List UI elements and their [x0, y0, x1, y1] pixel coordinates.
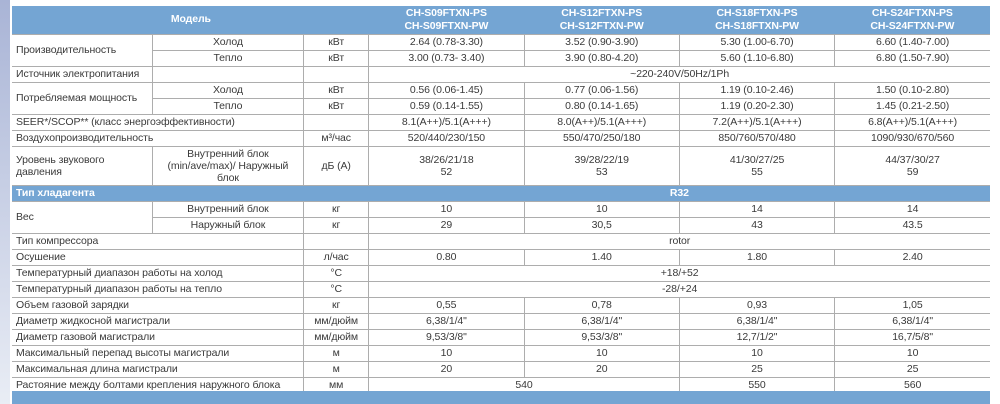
spec-value: 2.64 (0.78-3.30) [369, 34, 524, 50]
spec-unit: мм/дюйм [304, 313, 369, 329]
spec-unit-empty [304, 66, 369, 82]
spec-value: 8.1(A++)/5.1(A+++) [369, 114, 524, 130]
model-name-pw: CH-S18FTXN-PW [715, 19, 799, 32]
spec-unit: кг [304, 217, 369, 233]
spec-sublabel: Тепло [152, 50, 303, 66]
spec-sublabel: Внутренний блок [152, 201, 303, 217]
spec-unit: кВт [304, 50, 369, 66]
row-gas-charge [12, 297, 990, 313]
model-name-ps: CH-S24FTXN-PS [871, 7, 953, 20]
spec-sublabel: Холод [152, 82, 303, 98]
row-compressor [12, 233, 990, 249]
spec-value: 0,55 [369, 297, 524, 313]
spec-value: 10 [369, 345, 524, 361]
spec-value: 560 [835, 377, 990, 393]
spec-value [369, 146, 524, 185]
spec-sublabel: Холод [152, 34, 303, 50]
spec-label: Тип компрессора [12, 233, 304, 249]
spec-value: 7.2(A++)/5.1(A+++) [679, 114, 834, 130]
model-column-4 [835, 6, 990, 34]
row-power-source [12, 66, 990, 82]
noise-indoor: 41/30/27/25 [729, 153, 785, 166]
noise-indoor: 39/28/22/19 [574, 153, 629, 166]
row-liquid-line [12, 313, 990, 329]
spec-group-label: Вес [12, 201, 152, 233]
spec-value: 3.52 (0.90-3.90) [524, 34, 679, 50]
noise-outdoor: 59 [906, 165, 919, 178]
spec-sublabel-empty [152, 66, 303, 82]
spec-label: Источник электропитания [12, 66, 152, 82]
spec-label: Максимальный перепад высоты магистрали [12, 345, 304, 361]
row-weight-outdoor [12, 217, 990, 233]
spec-value: 0.59 (0.14-1.55) [369, 98, 524, 114]
spec-unit: м³/час [304, 130, 369, 146]
spec-group-label: Производительность [12, 34, 152, 66]
spec-value: 20 [524, 361, 679, 377]
spec-value: 43.5 [835, 217, 990, 233]
spec-unit: мм [304, 377, 369, 393]
spec-value-span: rotor [369, 233, 990, 249]
spec-unit: л/час [304, 249, 369, 265]
spec-value: 29 [369, 217, 524, 233]
model-name-ps: CH-S09FTXN-PS [405, 7, 487, 20]
spec-value: 20 [369, 361, 524, 377]
spec-value: 2.40 [835, 249, 990, 265]
spec-value: 10 [524, 345, 679, 361]
spec-value: 6,38/1/4" [524, 313, 679, 329]
row-performance-cold [12, 34, 990, 50]
spec-label: Температурный диапазон работы на тепло [12, 281, 304, 297]
spec-value: 12,7/1/2" [679, 329, 834, 345]
spec-label: Растояние между болтами крепления наружного блока [12, 377, 304, 393]
spec-value: 1.19 (0.20-2.30) [679, 98, 834, 114]
row-seer-scop [12, 114, 990, 130]
row-noise-level [12, 146, 990, 185]
spec-value-span: -28/+24 [369, 281, 990, 297]
spec-unit: м [304, 345, 369, 361]
spec-label: SEER*/SCOP** (класс энергоэффективности) [12, 114, 304, 130]
table-header-row [12, 6, 990, 34]
spec-value [835, 146, 990, 185]
spec-value: 0.56 (0.06-1.45) [369, 82, 524, 98]
spec-value [524, 146, 679, 185]
row-temp-range-cool [12, 265, 990, 281]
row-airflow [12, 130, 990, 146]
spec-unit: кВт [304, 98, 369, 114]
spec-value: 5.30 (1.00-6.70) [679, 34, 834, 50]
model-name-pw: CH-S09FTXN-PW [404, 19, 489, 32]
refrigerant-label: Тип хладагента [12, 185, 369, 201]
spec-value: 9,53/3/8" [369, 329, 524, 345]
model-name-pw: CH-S12FTXN-PW [559, 19, 644, 32]
spec-unit: дБ (А) [304, 146, 369, 185]
model-name-pw: CH-S24FTXN-PW [870, 19, 955, 32]
spec-value: 16,7/5/8" [835, 329, 990, 345]
spec-value-span: +18/+52 [369, 265, 990, 281]
spec-value-span: ~220-240V/50Hz/1Ph [369, 66, 990, 82]
spec-value-span: 540 [369, 377, 680, 393]
spec-value: 8.0(A++)/5.1(A+++) [524, 114, 679, 130]
spec-sublabel: Наружный блок [152, 217, 303, 233]
spec-value: 0.80 (0.14-1.65) [524, 98, 679, 114]
spec-value: 10 [369, 201, 524, 217]
spec-unit-empty [304, 114, 369, 130]
spec-unit: кВт [304, 82, 369, 98]
spec-value: 0,93 [679, 297, 834, 313]
spec-value: 30,5 [524, 217, 679, 233]
spec-value: 5.60 (1.10-6.80) [679, 50, 834, 66]
noise-outdoor: 53 [595, 165, 608, 178]
spec-sublabel: Тепло [152, 98, 303, 114]
spec-value: 520/440/230/150 [369, 130, 524, 146]
spec-group-label: Потребляемая мощность [12, 82, 152, 114]
spec-unit: кВт [304, 34, 369, 50]
spec-value: 1.40 [524, 249, 679, 265]
noise-outdoor: 52 [440, 165, 453, 178]
model-column-3 [679, 6, 834, 34]
spec-value: 3.90 (0.80-4.20) [524, 50, 679, 66]
model-column-2 [524, 6, 679, 34]
spec-value: 1090/930/670/560 [835, 130, 990, 146]
spec-label: Воздухопроизводительность [12, 130, 304, 146]
spec-unit: °C [304, 265, 369, 281]
spec-unit: кг [304, 297, 369, 313]
spec-value: 550 [679, 377, 834, 393]
spec-value: 850/760/570/480 [679, 130, 834, 146]
spec-unit: °C [304, 281, 369, 297]
spec-value: 1.45 (0.21-2.50) [835, 98, 990, 114]
model-name-ps: CH-S12FTXN-PS [561, 7, 643, 20]
bottom-accent-bar [12, 391, 990, 404]
row-max-height-diff [12, 345, 990, 361]
spec-label: Уровень звукового давления [12, 146, 152, 185]
spec-value: 1.19 (0.10-2.46) [679, 82, 834, 98]
spec-label: Осушение [12, 249, 304, 265]
spec-value: 25 [679, 361, 834, 377]
spec-value: 0.77 (0.06-1.56) [524, 82, 679, 98]
spec-value: 14 [679, 201, 834, 217]
spec-value: 25 [835, 361, 990, 377]
spec-value: 1.50 (0.10-2.80) [835, 82, 990, 98]
left-margin-strip [0, 0, 10, 404]
spec-value: 6,38/1/4" [835, 313, 990, 329]
spec-value: 14 [835, 201, 990, 217]
refrigerant-value: R32 [369, 185, 990, 201]
spec-value: 10 [835, 345, 990, 361]
model-name-ps: CH-S18FTXN-PS [716, 7, 798, 20]
spec-value: 0,78 [524, 297, 679, 313]
row-weight-indoor [12, 201, 990, 217]
noise-outdoor: 55 [751, 165, 763, 178]
spec-unit-empty [304, 233, 369, 249]
spec-value: 6.80 (1.50-7.90) [835, 50, 990, 66]
spec-value [679, 146, 834, 185]
spec-value: 1.80 [679, 249, 834, 265]
spec-value: 6.60 (1.40-7.00) [835, 34, 990, 50]
row-drainage [12, 249, 990, 265]
spec-value: 0.80 [369, 249, 524, 265]
row-refrigerant [12, 185, 990, 201]
spec-label: Объем газовой зарядки [12, 297, 304, 313]
spec-value: 6,38/1/4" [369, 313, 524, 329]
spec-value: 550/470/250/180 [524, 130, 679, 146]
model-header-label: Модель [12, 6, 369, 34]
row-consumption-cold [12, 82, 990, 98]
spec-label: Температурный диапазон работы на холод [12, 265, 304, 281]
spec-value: 9,53/3/8" [524, 329, 679, 345]
noise-indoor: 44/37/30/27 [885, 153, 940, 166]
spec-value: 10 [679, 345, 834, 361]
spec-sublabel: Внутренний блок (min/ave/max)/ Наружный блок [152, 146, 303, 185]
spec-unit: мм/дюйм [304, 329, 369, 345]
spec-label: Диаметр жидкосной магистрали [12, 313, 304, 329]
row-max-length [12, 361, 990, 377]
spec-label: Диаметр газовой магистрали [12, 329, 304, 345]
row-temp-range-heat [12, 281, 990, 297]
row-gas-line [12, 329, 990, 345]
noise-indoor: 38/26/21/18 [419, 153, 474, 166]
spec-value: 43 [679, 217, 834, 233]
model-column-1 [369, 6, 524, 34]
spec-unit: кг [304, 201, 369, 217]
spec-value: 3.00 (0.73- 3.40) [369, 50, 524, 66]
spec-label: Максимальная длина магистрали [12, 361, 304, 377]
row-consumption-heat [12, 98, 990, 114]
spec-unit: м [304, 361, 369, 377]
row-performance-heat [12, 50, 990, 66]
spec-table [12, 6, 990, 394]
spec-value: 10 [524, 201, 679, 217]
spec-value: 6,38/1/4" [679, 313, 834, 329]
spec-value: 1,05 [835, 297, 990, 313]
spec-value: 6.8(A++)/5.1(A+++) [835, 114, 990, 130]
